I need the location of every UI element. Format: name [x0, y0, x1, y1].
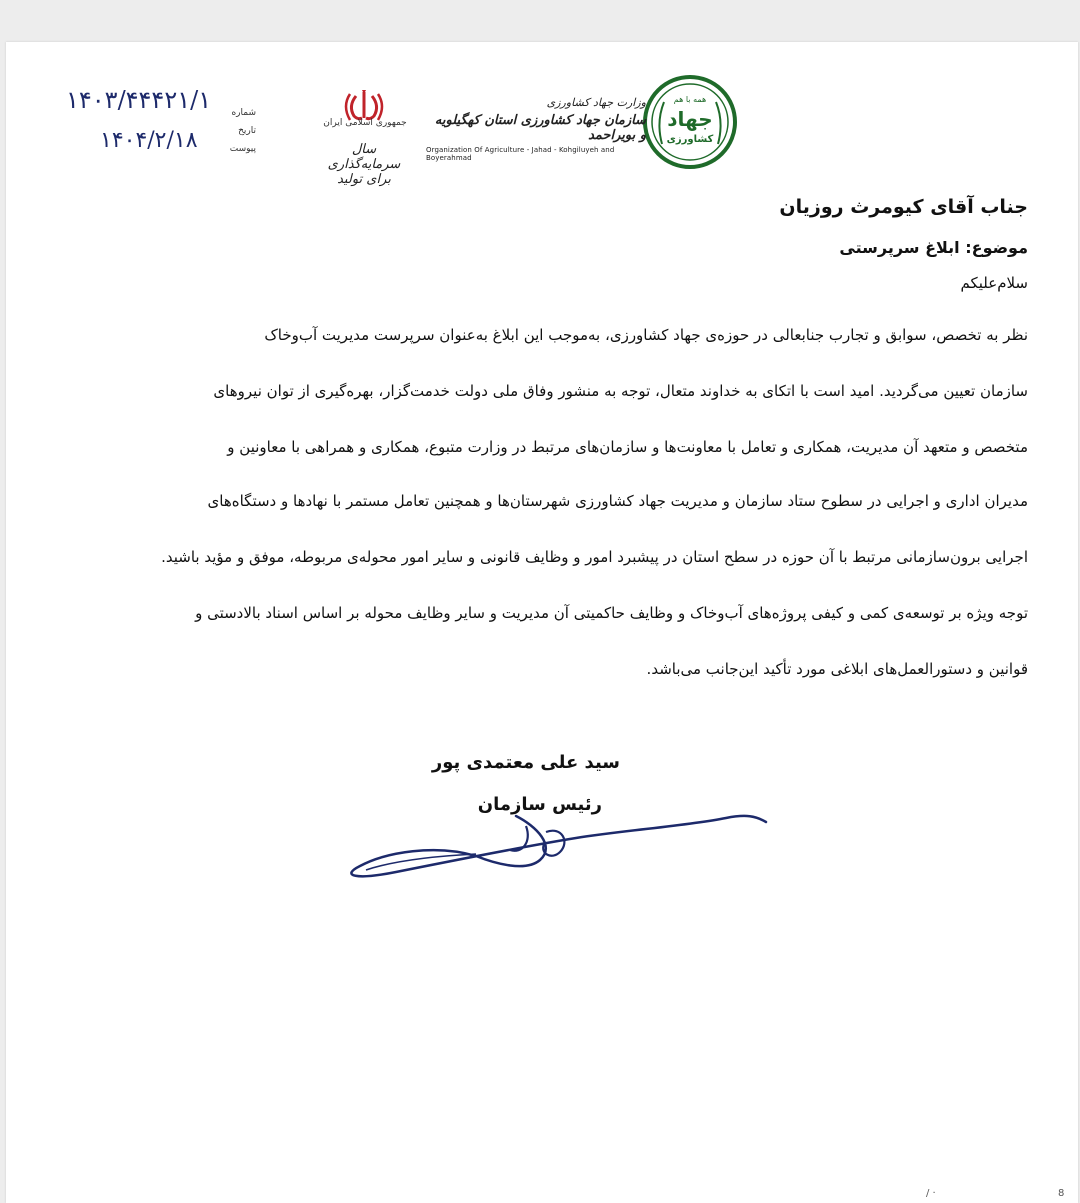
emblem-sub-text: کشاورزی	[666, 134, 714, 145]
number-label: شماره	[231, 108, 256, 118]
signer-name: سید علی معتمدی پور	[431, 752, 620, 773]
handwritten-signature	[326, 786, 786, 896]
year-slogan: سال سرمایه‌گذاری برای تولید	[327, 142, 401, 187]
republic-caption: جمهوری اسلامی ایران	[323, 118, 407, 128]
ministry-line: وزارت جهاد کشاورزی	[546, 96, 646, 109]
letter-number-value: ۱۴۰۳/۴۴۴۲۱/۱	[66, 86, 212, 114]
footer-mark-right: 8	[1058, 1188, 1065, 1199]
letter-date-value: ۱۴۰۴/۲/۱۸	[100, 128, 198, 153]
body-line: قوانین و دستورالعمل‌های ابلاغی مورد تأکید این‌جانب می‌باشد.	[646, 660, 1028, 678]
body-line: مدیران اداری و اجرایی در سطوح ستاد سازمان و مدیریت جهاد کشاورزی شهرستان‌ها و همچنین تعامل مستمر با نهادها و دستگاه‌های	[207, 492, 1028, 510]
body-line: سازمان تعیین می‌گردید. امید است با اتکای به خداوند متعال، توجه به منشور وفاق ملی دولت خدمت‌گزار، بهره‌گیری از توان نیروهای	[213, 382, 1028, 400]
emblem-top-text: همه با هم	[673, 95, 707, 104]
organization-title	[426, 96, 646, 162]
body-line: نظر به تخصص، سوابق و تجارب جنابعالی در حوزه‌ی جهاد کشاورزی، به‌موجب این ابلاغ به‌عنوان سرپرست مدیریت آب‌وخاک	[264, 326, 1028, 344]
jahad-keshavarzi-logo	[642, 74, 738, 170]
organization-name-en: Organization Of Agriculture - Jahad - Kohgiluyeh and Boyerahmad	[426, 146, 615, 162]
attachment-label: پیوست	[229, 144, 256, 154]
footer-mark-left: / ·	[926, 1188, 936, 1199]
body-line: اجرایی برون‌سازمانی مرتبط با آن حوزه در سطح استان در پیشبرد امور و وظایف قانونی و سایر امور محوله‌ی مربوطه، موفق و مؤید باشید.	[161, 548, 1028, 566]
greeting: سلام‌علیکم	[960, 274, 1028, 292]
organization-name-fa: سازمان جهاد کشاورزی استان کهگیلویه و بویراحمد	[434, 113, 646, 143]
date-label: تاریخ	[238, 126, 256, 136]
subject: موضوع: ابلاغ سرپرستی	[839, 238, 1028, 257]
body-line: توجه ویژه بر توسعه‌ی کمی و کیفی پروژه‌های آب‌وخاک و وظایف حاکمیتی آن مدیریت و سایر وظایف محوله بر اساس اسناد بالادستی و	[195, 604, 1028, 622]
emblem-main-text: جهاد	[667, 107, 713, 131]
signer-title: رئیس سازمان	[477, 794, 602, 815]
recipient: جناب آقای کیومرث روزیان	[779, 196, 1028, 218]
body-line: متخصص و متعهد آن مدیریت، همکاری و تعامل با معاونت‌ها و سازمان‌های مرتبط در وزارت متبوع، همکاری و همراهی با معاونین و	[227, 438, 1028, 456]
